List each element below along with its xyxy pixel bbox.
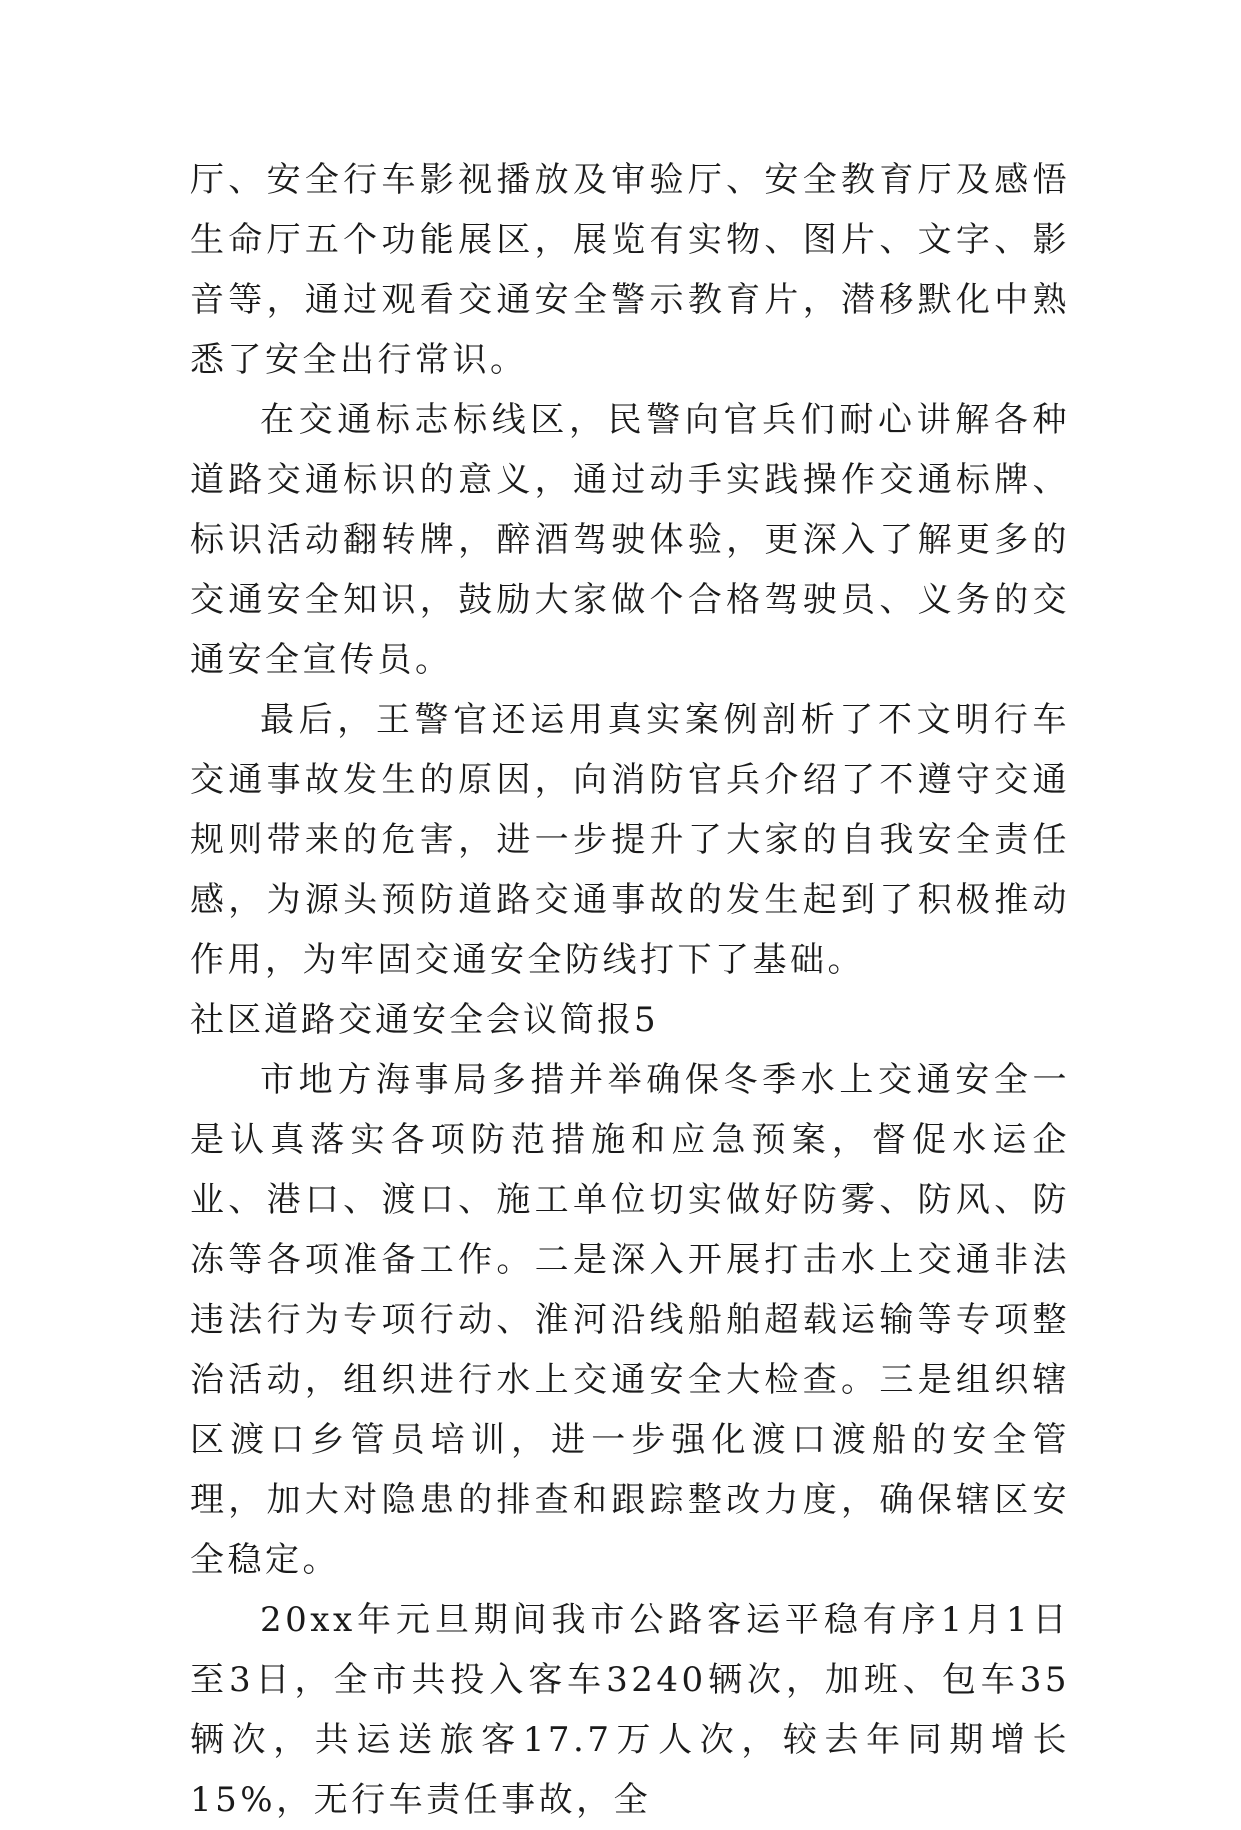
- paragraph-maritime-safety: 市地方海事局多措并举确保冬季水上交通安全一是认真落实各项防范措施和应急预案，督促水运企业、港口、渡口、施工单位切实做好防雾、防风、防冻等各项准备工作。二是深入开展打击水上交通非法违法行为专项行动、淮河沿线船舶超载运输等专项整治活动，组织进行水上交通安全大检查。三是组织辖区渡口乡管员培训，进一步强化渡口渡船的安全管理，加大对隐患的排查和跟踪整改力度，确保辖区安全稳定。: [190, 1060, 1070, 1580]
- paragraph-traffic-signs: 在交通标志标线区，民警向官兵们耐心讲解各种道路交通标识的意义，通过动手实践操作交通标牌、标识活动翻转牌，醉酒驾驶体验，更深入了解更多的交通安全知识，鼓励大家做个合格驾驶员、义务的交通安全宣传员。: [190, 400, 1070, 680]
- paragraph-new-year-transport: 20xx年元旦期间我市公路客运平稳有序1月1日至3日，全市共投入客车3240辆次，加班、包车35辆次，共运送旅客17.7万人次，较去年同期增长15%，无行车责任事故，全: [190, 1600, 1070, 1820]
- section-heading: 社区道路交通安全会议简报5: [190, 1000, 659, 1040]
- paragraph-exhibition-areas: 厅、安全行车影视播放及审验厅、安全教育厅及感悟生命厅五个功能展区，展览有实物、图片、文字、影音等，通过观看交通安全警示教育片，潜移默化中熟悉了安全出行常识。: [190, 160, 1070, 380]
- document-body: [190, 150, 1070, 1830]
- paragraph-case-analysis: 最后，王警官还运用真实案例剖析了不文明行车交通事故发生的原因，向消防官兵介绍了不遵守交通规则带来的危害，进一步提升了大家的自我安全责任感，为源头预防道路交通事故的发生起到了积极推动作用，为牢固交通安全防线打下了基础。: [190, 700, 1070, 980]
